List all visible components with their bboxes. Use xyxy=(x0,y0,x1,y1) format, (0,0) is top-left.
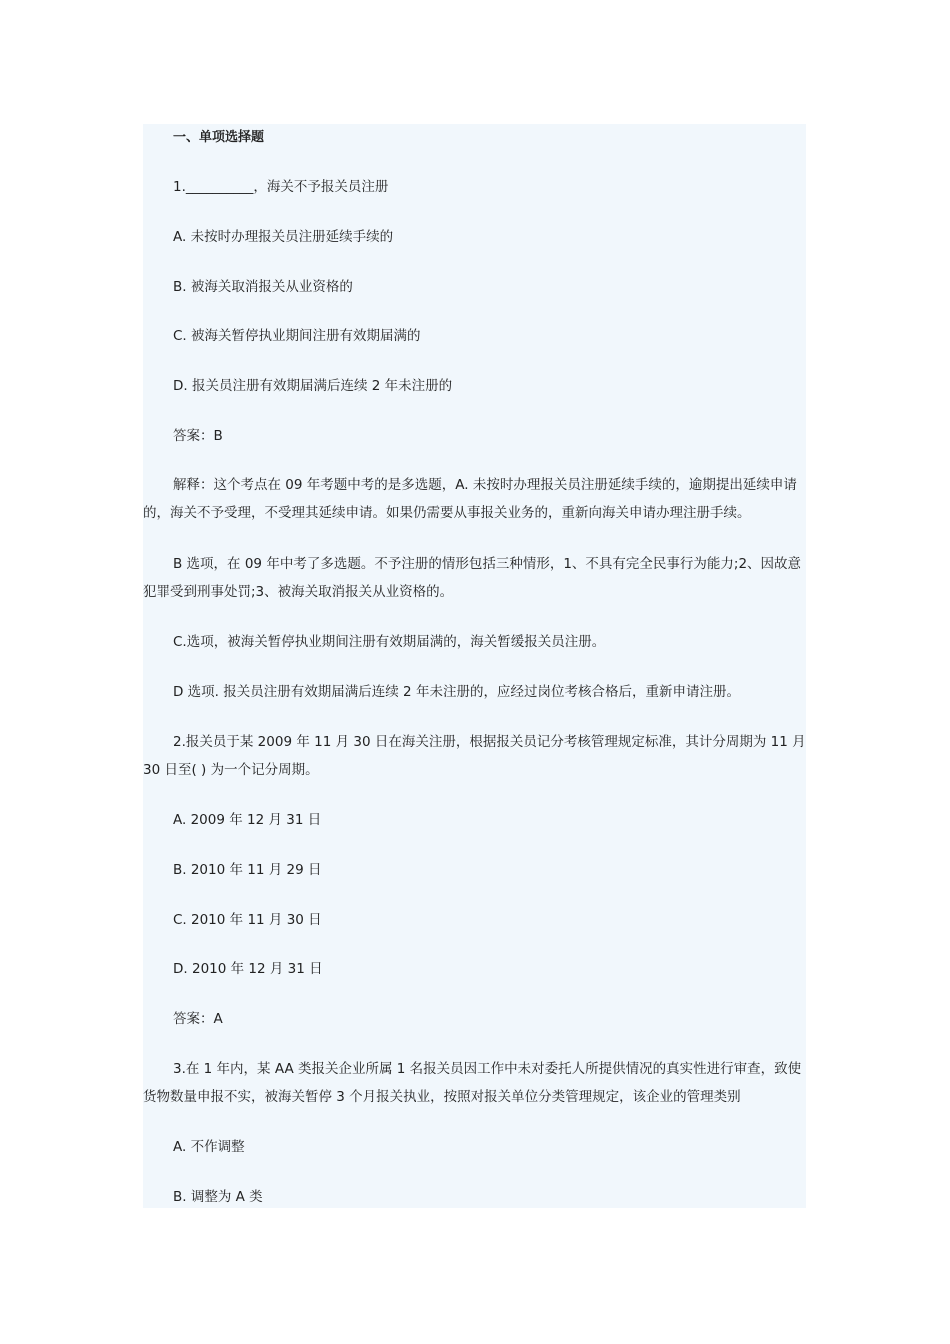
question-2-answer: 答案：A xyxy=(173,1011,223,1027)
question-2-option-d: D. 2010 年 12 月 31 日 xyxy=(173,961,323,977)
question-2-stem: 2.报关员于某 2009 年 11 月 30 日在海关注册，根据报关员记分考核管理规定标准，其计分周期为 11 月 30 日至( ) 为一个记分周期。 xyxy=(143,734,806,778)
question-1-option-c: C. 被海关暂停执业期间注册有效期届满的 xyxy=(173,328,421,344)
question-2-option-c: C. 2010 年 11 月 30 日 xyxy=(173,912,322,928)
question-3-stem: 3.在 1 年内，某 AA 类报关企业所属 1 名报关员因工作中未对委托人所提供情况的真实性进行审查，致使货物数量申报不实，被海关暂停 3 个月报关执业，按照对报关单位分类管理规定，该企业的管理类别 xyxy=(143,1061,802,1105)
question-1-option-d: D. 报关员注册有效期届满后连续 2 年未注册的 xyxy=(173,378,453,394)
question-1-option-b: B. 被海关取消报关从业资格的 xyxy=(173,279,353,295)
question-1-explanation-c: C.选项，被海关暂停执业期间注册有效期届满的，海关暂缓报关员注册。 xyxy=(173,634,606,650)
question-3-option-a: A. 不作调整 xyxy=(173,1139,245,1155)
question-2-option-a: A. 2009 年 12 月 31 日 xyxy=(173,812,322,828)
question-1-option-a: A. 未按时办理报关员注册延续手续的 xyxy=(173,229,394,245)
question-1-stem: 1.__________，海关不予报关员注册 xyxy=(173,179,389,195)
question-1-explanation: 解释：这个考点在 09 年考题中考的是多选题，A. 未按时办理报关员注册延续手续的，逾期提出延续申请的，海关不予受理，不受理其延续申请。如果仍需要从事报关业务的，重新向海关申请办理注册手续。 xyxy=(143,477,797,521)
question-3-option-b: B. 调整为 A 类 xyxy=(173,1189,263,1205)
document-panel xyxy=(143,124,806,1208)
question-1-explanation-d: D 选项. 报关员注册有效期届满后连续 2 年未注册的，应经过岗位考核合格后，重新申请注册。 xyxy=(173,684,740,700)
section-title: 一、单项选择题 xyxy=(173,130,265,145)
question-2-option-b: B. 2010 年 11 月 29 日 xyxy=(173,862,322,878)
question-1-answer: 答案：B xyxy=(173,428,223,444)
question-1-explanation-b: B 选项，在 09 年中考了多选题。不予注册的情形包括三种情形，1、不具有完全民事行为能力;2、因故意犯罪受到刑事处罚;3、被海关取消报关从业资格的。 xyxy=(143,556,802,600)
